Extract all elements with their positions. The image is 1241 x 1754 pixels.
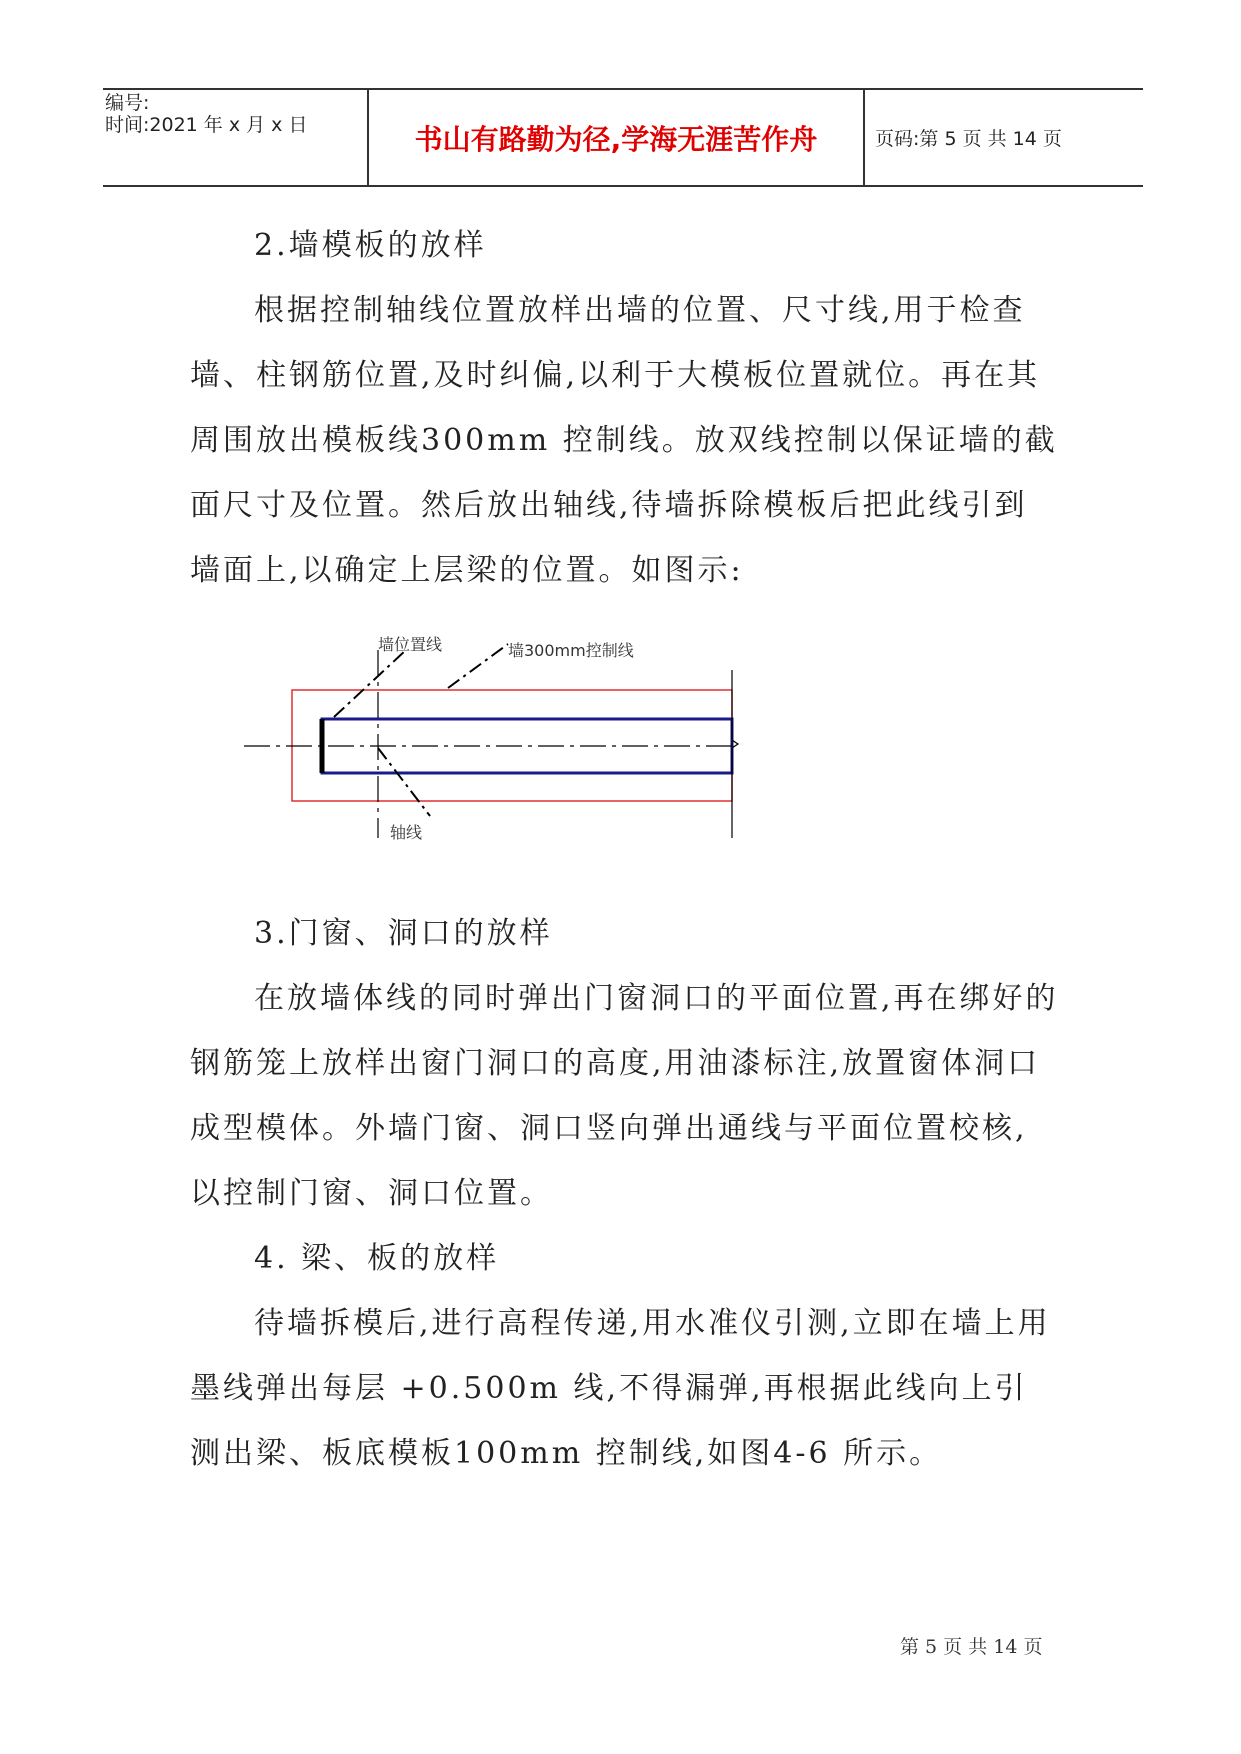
page-header [103,88,1143,187]
wall-layout-diagram [230,620,750,880]
section-heading: 3.门窗、洞口的放样 [254,916,553,951]
control-line-label: 墙300mm控制线 [508,641,634,660]
number-label: 编号: [105,92,150,114]
section-4 [190,1226,1060,1486]
control-line-leader [448,644,508,688]
header-page-cell [865,90,1143,185]
section-2 [190,213,1060,603]
wall-position-label: 墙位置线 [378,635,443,654]
wall-position-leader [334,650,406,717]
section-heading: 4. 梁、板的放样 [254,1241,500,1276]
axis-leader [378,748,430,816]
section-paragraph: 根据控制轴线位置放样出墙的位置、尺寸线,用于检查墙、柱钢筋位置,及时纠偏,以利于大模板位置就位。再在其周围放出模板线300mm 控制线。放双线控制以保证墙的截面尺寸及位置。然后放出轴线,待墙拆除模板后把此线引到墙面上,以确定上层梁的位置。如图示: [190,293,1058,588]
axis-label: 轴线 [390,823,423,842]
time-label: 时间:2021 年 x 月 x 日 [105,114,308,136]
wall-layout-figure [230,620,750,880]
section-heading: 2.墙模板的放样 [254,228,487,263]
section-paragraph: 在放墙体线的同时弹出门窗洞口的平面位置,再在绑好的钢筋笼上放样出窗门洞口的高度,用油漆标注,放置窗体洞口成型模体。外墙门窗、洞口竖向弹出通线与平面位置校核,以控制门窗、洞口位置。 [190,981,1059,1211]
motto: 书山有路勤为径,学海无涯苦作舟 [414,123,818,156]
header-meta-cell [103,90,369,185]
section-paragraph: 待墙拆模后,进行高程传递,用水准仪引测,立即在墙上用墨线弹出每层 +0.500m 线,不得漏弹,再根据此线向上引测出梁、板底模板100mm 控制线,如图4-6 所示。 [190,1306,1051,1471]
header-motto-cell [369,90,865,185]
section-3 [190,901,1060,1226]
page-info: 页码:第 5 页 共 14 页 [875,128,1062,150]
page-footer: 第 5 页 共 14 页 [900,1636,1043,1658]
